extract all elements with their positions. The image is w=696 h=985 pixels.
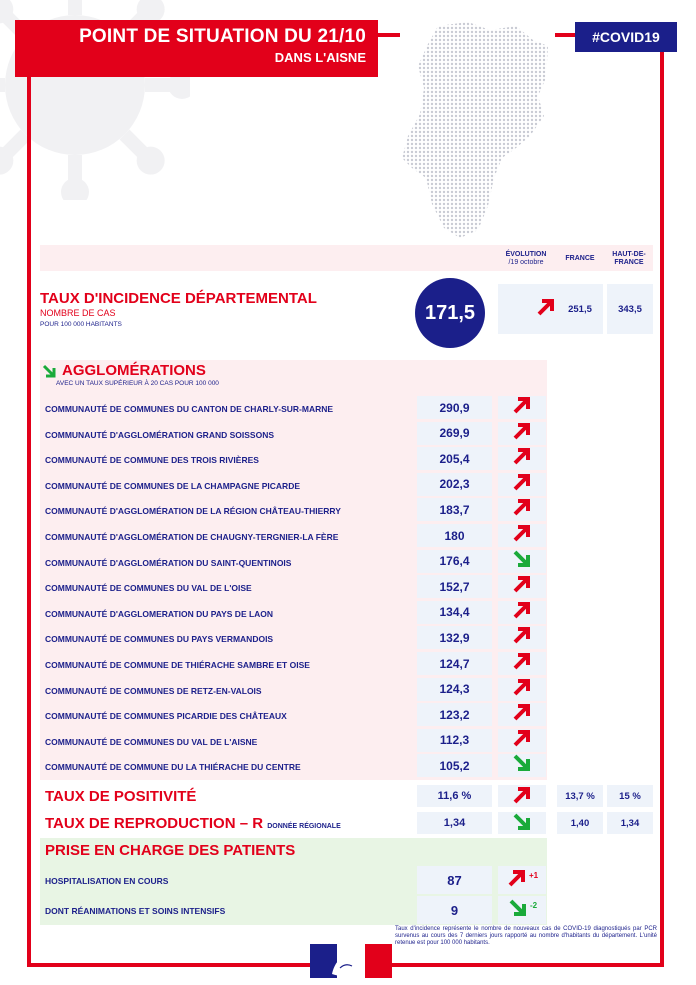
agglomeration-row [40, 447, 547, 472]
page-subtitle: DANS L'AISNE [274, 50, 366, 65]
agglomeration-value: 269,9 [417, 422, 492, 445]
header-evolution-sub: /19 octobre [508, 259, 544, 266]
incidence-title: TAUX D'INCIDENCE DÉPARTEMENTAL [40, 290, 317, 307]
frame-line [660, 45, 664, 967]
trend-up-icon [511, 395, 533, 420]
republique-francaise-logo [310, 944, 392, 978]
positivity-row [40, 785, 653, 809]
agglomeration-value: 290,9 [417, 396, 492, 419]
agglomeration-label: COMMUNAUTÉ D'AGGLOMÉRATION DE LA RÉGION CHÂTEAU-THIERRY [45, 506, 341, 517]
agglomeration-trend-cell [498, 524, 546, 547]
header-hdf-line1: HAUT-DE- [612, 251, 646, 258]
agglomeration-row [40, 524, 547, 549]
agglomeration-label: COMMUNAUTÉ DE COMMUNE DES TROIS RIVIÈRES [45, 455, 259, 466]
agglomeration-row [40, 729, 547, 754]
hospitalisation-value: 87 [417, 866, 492, 894]
agglomeration-label: COMMUNAUTÉ DE COMMUNES PICARDIE DES CHÂTEAUX [45, 711, 287, 722]
reproduction-label: TAUX DE REPRODUCTION – R [45, 815, 264, 832]
agglomeration-label: COMMUNAUTÉ D'AGGLOMERATION DU PAYS DE LAON [45, 608, 274, 619]
hospitalisation-row [40, 866, 547, 894]
header-france: FRANCE [565, 255, 595, 262]
aisne-map [398, 18, 550, 240]
trend-up-icon [511, 497, 533, 522]
incidence-sub1: NOMBRE DE CAS [40, 308, 116, 318]
agglomeration-row [40, 678, 547, 703]
reproduction-trend-cell [498, 812, 546, 834]
trend-up-icon [511, 785, 533, 808]
trend-up-icon [511, 574, 533, 599]
incidence-france: 251,5 [557, 284, 603, 334]
agglomeration-value: 112,3 [417, 729, 492, 752]
page-title: POINT DE SITUATION DU 21/10 [79, 26, 366, 47]
incidence-sub2: POUR 100 000 HABITANTS [40, 321, 122, 328]
agglomeration-row [40, 422, 547, 447]
agglomeration-row [40, 498, 547, 523]
agglomeration-trend-cell [498, 473, 546, 496]
trend-up-icon [511, 421, 533, 446]
trend-down-icon [507, 898, 529, 923]
trend-up-icon [511, 600, 533, 625]
agglomeration-label: COMMUNAUTÉ DE COMMUNES DU VAL DE L'OISE [45, 583, 252, 594]
agglomeration-label: COMMUNAUTÉ DE COMMUNES DU CANTON DE CHARLY-SUR-MARNE [45, 404, 334, 414]
agglomeration-row [40, 703, 547, 728]
trend-up-icon [511, 472, 533, 497]
reanimation-value: 9 [417, 896, 492, 924]
header-hdf [607, 251, 651, 267]
reanimation-delta: -2 [529, 900, 538, 910]
agglomeration-row [40, 473, 547, 498]
trend-up-icon [511, 702, 533, 727]
agglomeration-row [40, 626, 547, 651]
positivity-france: 13,7 % [557, 785, 603, 807]
footnote: Taux d'incidence représente le nombre de nouveaux cas de COVID-19 diagnostiqués par PCR survenus au cours des 7 derniers jours rapporté au nombre d'habitants du département. L'unité retenue est pour 100 000 habitants. [395, 926, 657, 946]
incidence-block [40, 282, 653, 340]
agglomeration-value: 105,2 [417, 754, 492, 777]
trend-up-icon [506, 868, 528, 893]
agglomeration-value: 124,3 [417, 678, 492, 701]
agglomeration-trend-cell [498, 550, 546, 573]
incidence-value: 171,5 [415, 278, 485, 348]
frame-line [27, 72, 31, 967]
reproduction-row [40, 812, 653, 836]
agglomeration-value: 176,4 [417, 550, 492, 573]
trend-up-icon [535, 297, 557, 322]
trend-down-icon [511, 812, 533, 835]
agglomeration-label: COMMUNAUTÉ D'AGGLOMÉRATION DU SAINT-QUENTINOIS [45, 557, 292, 568]
trend-down-icon [42, 364, 58, 380]
reproduction-note: DONNÉE RÉGIONALE [267, 823, 341, 830]
trend-up-icon [511, 446, 533, 471]
agglomeration-value: 124,7 [417, 652, 492, 675]
agglomeration-row [40, 575, 547, 600]
reproduction-hdf: 1,34 [607, 812, 653, 834]
agglomeration-trend-cell [498, 447, 546, 470]
agglomerations-subtitle: AVEC UN TAUX SUPÉRIEUR À 20 CAS POUR 100 000 [56, 380, 219, 387]
reanimation-label: DONT RÉANIMATIONS ET SOINS INTENSIFS [45, 906, 226, 916]
agglomeration-trend-cell [498, 754, 546, 777]
agglomeration-value: 123,2 [417, 703, 492, 726]
agglomeration-label: COMMUNAUTÉ DE COMMUNE DU LA THIÉRACHE DU CENTRE [45, 762, 301, 773]
agglomerations-title: AGGLOMÉRATIONS [62, 362, 206, 379]
agglomeration-trend-cell [498, 575, 546, 598]
agglomeration-value: 202,3 [417, 473, 492, 496]
reproduction-label-wrap [45, 815, 341, 832]
frame-line [392, 963, 664, 967]
agglomeration-value: 205,4 [417, 447, 492, 470]
positivity-label: TAUX DE POSITIVITÉ [45, 788, 197, 805]
header-hdf-line2: FRANCE [614, 259, 644, 266]
agglomeration-trend-cell [498, 396, 546, 419]
agglomeration-row [40, 396, 547, 421]
agglomeration-value: 134,4 [417, 601, 492, 624]
agglomeration-value: 183,7 [417, 498, 492, 521]
frame-line [378, 33, 400, 37]
agglomeration-trend-cell [498, 729, 546, 752]
agglomeration-value: 132,9 [417, 626, 492, 649]
agglomeration-row [40, 550, 547, 575]
hospitalisation-trend-cell [498, 866, 546, 894]
agglomeration-label: COMMUNAUTÉ DE COMMUNES DE RETZ-EN-VALOIS [45, 685, 262, 696]
trend-up-icon [511, 523, 533, 548]
incidence-hdf: 343,5 [607, 284, 653, 334]
trend-up-icon [511, 677, 533, 702]
trend-down-icon [511, 549, 533, 574]
trend-up-icon [511, 728, 533, 753]
reproduction-france: 1,40 [557, 812, 603, 834]
reanimation-trend-cell [498, 896, 546, 924]
agglomeration-trend-cell [498, 703, 546, 726]
trend-up-icon [511, 625, 533, 650]
frame-line [555, 33, 577, 37]
agglomeration-label: COMMUNAUTÉ DE COMMUNE DE THIÉRACHE SAMBRE ET OISE [45, 660, 310, 670]
agglomeration-trend-cell [498, 626, 546, 649]
trend-down-icon [511, 753, 533, 778]
agglomeration-value: 152,7 [417, 575, 492, 598]
agglomeration-value: 180 [417, 524, 492, 547]
positivity-trend-cell [498, 785, 546, 807]
reproduction-value: 1,34 [417, 812, 492, 834]
agglomeration-trend-cell [498, 601, 546, 624]
agglomeration-label: COMMUNAUTÉ DE COMMUNES DU VAL DE L'AISNE [45, 736, 258, 747]
reanimation-row [40, 896, 547, 924]
agglomeration-row [40, 652, 547, 677]
agglomeration-label: COMMUNAUTÉ DE COMMUNES DU PAYS VERMANDOIS [45, 634, 274, 645]
header-evolution [498, 251, 554, 267]
title-banner [15, 20, 378, 77]
agglomeration-trend-cell [498, 498, 546, 521]
hashtag-badge: #COVID19 [575, 22, 677, 52]
header-evolution-label: ÉVOLUTION [505, 251, 547, 258]
agglomeration-trend-cell [498, 652, 546, 675]
agglomeration-row [40, 601, 547, 626]
positivity-hdf: 15 % [607, 785, 653, 807]
trend-up-icon [511, 651, 533, 676]
agglomeration-label: COMMUNAUTÉ D'AGGLOMÉRATION DE CHAUGNY-TERGNIER-LA FÈRE [45, 532, 339, 542]
hospitalisation-label: HOSPITALISATION EN COURS [45, 876, 169, 886]
patients-title: PRISE EN CHARGE DES PATIENTS [45, 842, 296, 859]
positivity-value: 11,6 % [417, 785, 492, 807]
frame-line [27, 963, 310, 967]
agglomeration-trend-cell [498, 422, 546, 445]
agglomeration-label: COMMUNAUTÉ D'AGGLOMÉRATION GRAND SOISSONS [45, 429, 275, 440]
agglomeration-trend-cell [498, 678, 546, 701]
agglomeration-label: COMMUNAUTÉ DE COMMUNES DE LA CHAMPAGNE PICARDE [45, 480, 300, 491]
agglomeration-row [40, 754, 547, 779]
hospitalisation-delta: +1 [528, 870, 539, 880]
